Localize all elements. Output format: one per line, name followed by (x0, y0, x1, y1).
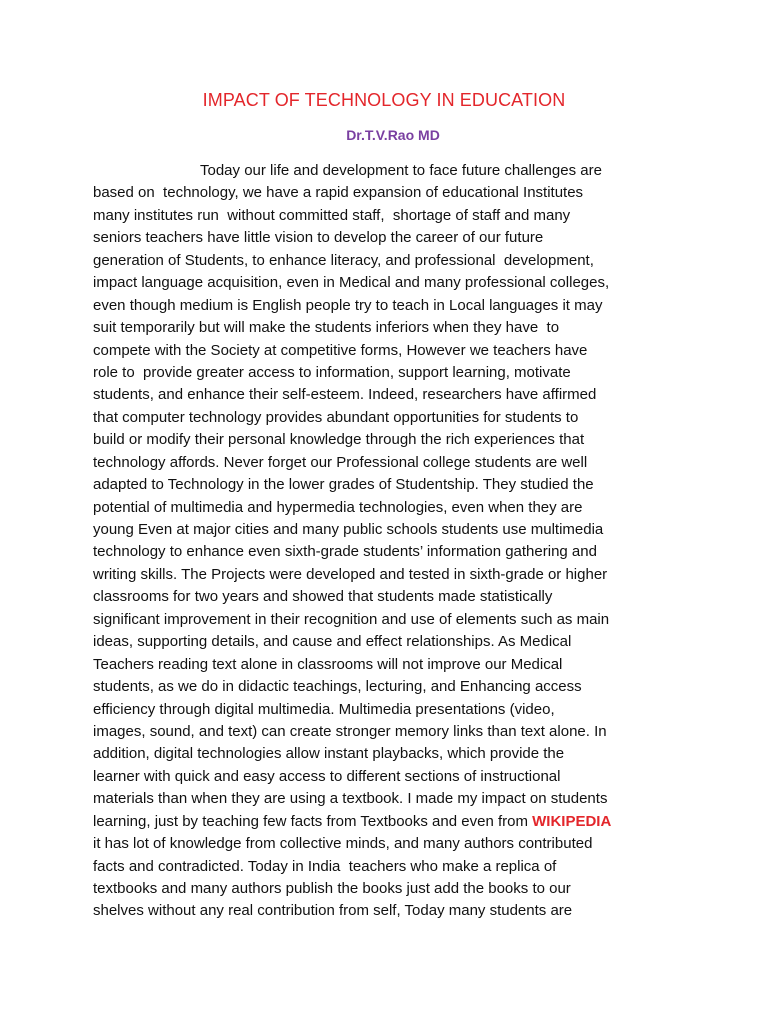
paragraph-line: role to provide greater access to information, support learning, motivate (93, 363, 571, 381)
paragraph-line: efficiency through digital multimedia. Multimedia presentations (video, (93, 700, 555, 718)
paragraph-line: addition, digital technologies allow instant playbacks, which provide the (93, 745, 565, 763)
paragraph-line: adapted to Technology in the lower grades of Studentship. They studied the (93, 476, 594, 494)
paragraph-line: generation of Students, to enhance literacy, and professional development, (93, 251, 594, 269)
paragraph-line: based on technology, we have a rapid expansion of educational Institutes (93, 184, 584, 202)
paragraph-line: potential of multimedia and hypermedia technologies, even when they are (93, 498, 583, 516)
paragraph-line: even though medium is English people try to teach in Local languages it may (93, 296, 603, 314)
paragraph-line: young Even at major cities and many public schools students use multimedia (93, 521, 604, 538)
paragraph-line: technology to enhance even sixth-grade students’ information gathering and (93, 543, 597, 561)
paragraph-line: significant improvement in their recognition and use of elements such as main (93, 610, 610, 628)
paragraph-line: impact language acquisition, even in Medical and many professional colleges, (93, 274, 610, 292)
paragraph-line: writing skills. The Projects were developed and tested in sixth-grade or higher (93, 565, 608, 583)
paragraph-line: students, as we do in didactic teachings, lecturing, and Enhancing access (93, 678, 582, 696)
paragraph-line: that computer technology provides abundant opportunities for students to (93, 408, 579, 426)
paragraph-line: textbooks and many authors publish the books just add the books to our (93, 880, 571, 897)
paragraph-line: technology affords. Never forget our Professional college students are well (93, 453, 588, 471)
paragraph-line: shelves without any real contribution from self, Today many students are (93, 902, 573, 920)
paragraph-line-wikipedia (93, 811, 683, 833)
wikipedia-highlight: WIKIPEDIA (532, 812, 612, 830)
wikipedia-line-text: learning, just by teaching few facts from Textbooks and even from (93, 812, 533, 830)
paragraph-line: seniors teachers have little vision to develop the career of our future (93, 229, 544, 247)
paragraph-line: suit temporarily but will make the students inferiors when they have to (93, 319, 560, 337)
paragraph-line: compete with the Society at competitive forms, However we teachers have (93, 341, 588, 359)
document-title: IMPACT OF TECHNOLOGY IN EDUCATION (202, 90, 566, 110)
paragraph-line: Today our life and development to face future challenges are (200, 162, 602, 179)
document-author: Dr.T.V.Rao MD (346, 127, 440, 143)
paragraph-line: students, and enhance their self-esteem. Indeed, researchers have affirmed (93, 386, 597, 404)
document-body (93, 160, 683, 923)
paragraph-line: learner with quick and easy access to different sections of instructional (93, 767, 561, 785)
paragraph-line: Teachers reading text alone in classrooms will not improve our Medical (93, 655, 563, 673)
paragraph-line: many institutes run without committed staff, shortage of staff and many (93, 206, 571, 224)
paragraph-line: it has lot of knowledge from collective minds, and many authors contributed (93, 835, 593, 853)
paragraph-line: classrooms for two years and showed that students made statistically (93, 588, 553, 606)
paragraph-line: materials than when they are using a textbook. I made my impact on students (93, 790, 608, 808)
paragraph-line: ideas, supporting details, and cause and effect relationships. As Medical (93, 633, 572, 651)
paragraph-line: facts and contradicted. Today in India teachers who make a replica of (93, 857, 557, 875)
paragraph-line: images, sound, and text) can create stronger memory links than text alone. In (93, 722, 607, 740)
paragraph-line: build or modify their personal knowledge through the rich experiences that (93, 431, 585, 449)
